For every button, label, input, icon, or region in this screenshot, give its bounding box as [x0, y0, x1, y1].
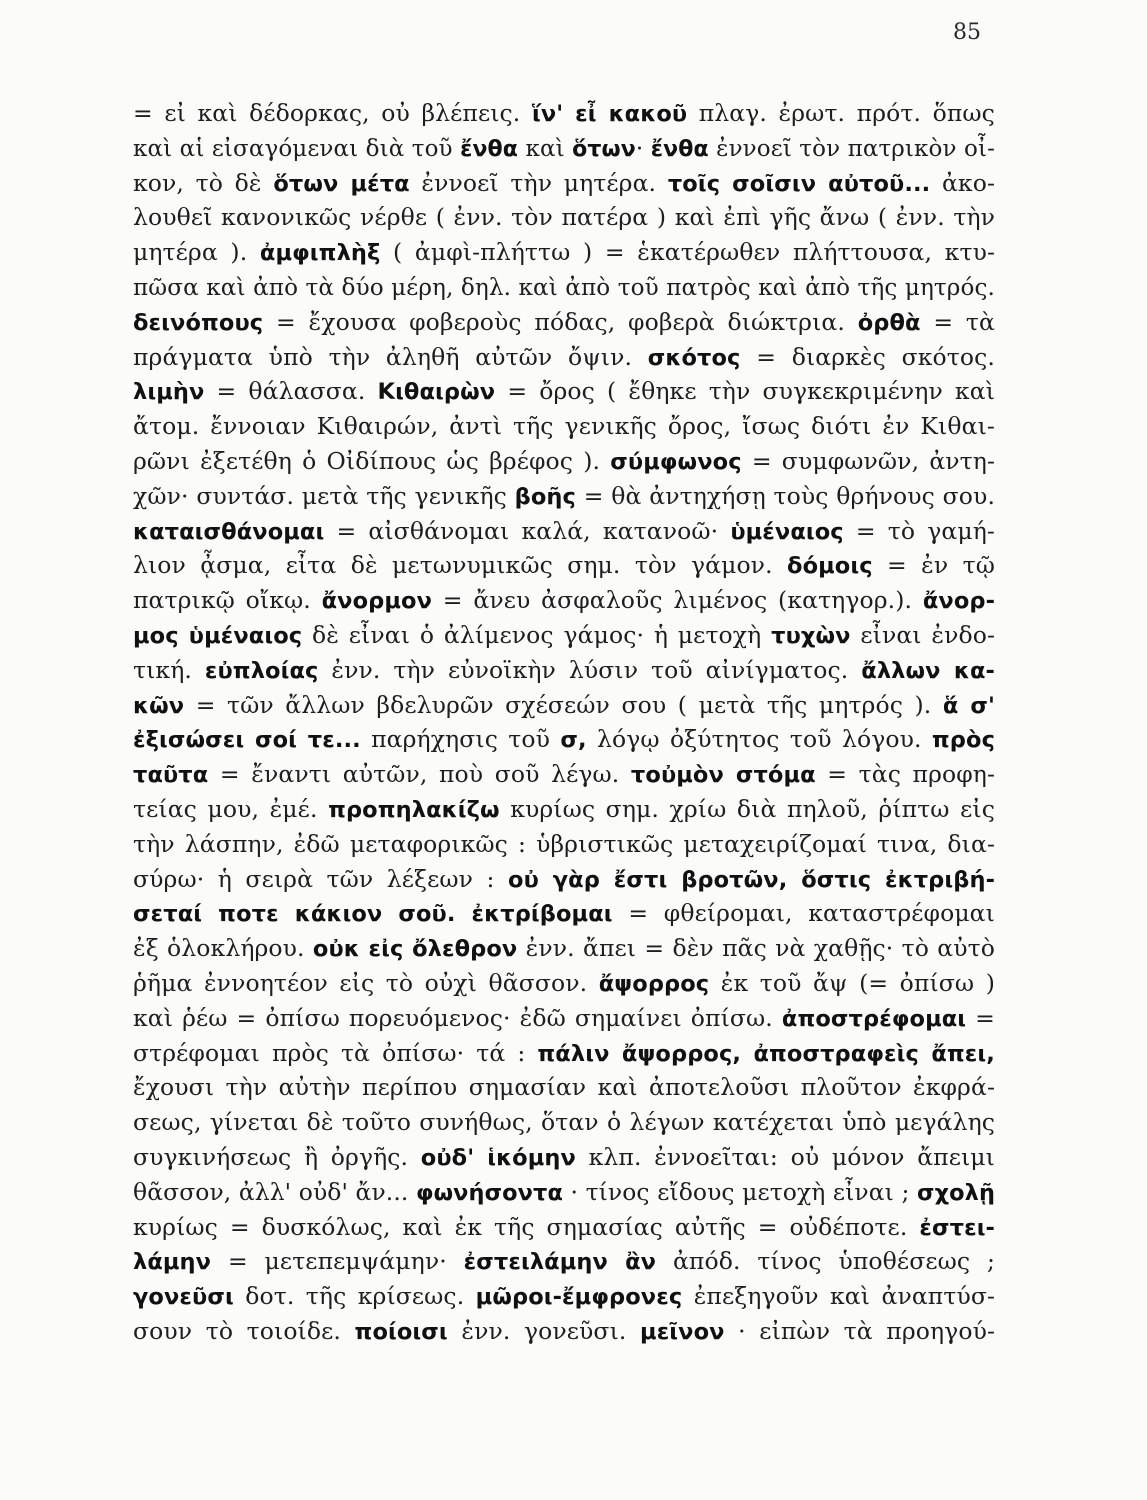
gloss-text: κυρίως σημ. χρίω διὰ πηλοῦ, ῥίπτω εἰς	[499, 794, 995, 823]
gloss-text: ἐννοεῖ τὸν πατρικὸν οἶ-	[708, 133, 995, 162]
text-line	[133, 514, 995, 549]
lemma-term: τυχὼν	[771, 622, 851, 649]
gloss-text: καὶ αἱ εἰσαγόμεναι διὰ τοῦ	[133, 133, 461, 162]
text-line	[133, 1175, 995, 1210]
gloss-text: τική.	[133, 655, 205, 684]
lemma-term: εὐπλοίας	[204, 657, 319, 684]
lemma-term: ἅ σ'	[942, 692, 995, 719]
gloss-text: θᾶσσον, ἀλλ' οὐδ' ἄν...	[133, 1177, 416, 1206]
text-line	[133, 166, 995, 201]
text-line	[133, 1140, 995, 1175]
gloss-text: καὶ ῥέω = ὀπίσω πορευόμενος· ἐδῶ σημαίνει ὀπίσω.	[133, 1003, 782, 1032]
lemma-term: μεῖνον	[640, 1318, 725, 1345]
lemma-term: τοὐμὸν στόμα	[630, 762, 816, 789]
text-line	[133, 1036, 995, 1071]
lemma-term: βοῆς	[514, 483, 576, 510]
lemma-term: ἄλλων κα-	[861, 657, 995, 684]
text-line	[133, 340, 995, 375]
lemma-term: μος ὑμέναιος	[133, 622, 303, 649]
gloss-text: χῶν· συντάσ. μετὰ τῆς γενικῆς	[133, 481, 515, 510]
gloss-text: τείας μου, ἐμέ.	[133, 794, 329, 823]
lemma-term: δεινόπους	[133, 309, 264, 336]
gloss-text: = θὰ ἀντηχήσῃ τοὺς θρήνους σου.	[576, 481, 995, 510]
text-line	[133, 305, 995, 340]
gloss-text: = διαρκὲς σκότος.	[740, 342, 995, 371]
commentary-text-block	[133, 96, 995, 1349]
gloss-text: =	[966, 1003, 995, 1032]
lemma-term: ἀποστρέφομαι	[781, 1005, 967, 1032]
lemma-term: σχολῇ	[917, 1179, 995, 1206]
gloss-text: ἐνν. γονεῦσι.	[447, 1316, 641, 1345]
gloss-text: παρήχησις τοῦ	[360, 725, 561, 754]
gloss-text: · τίνος εἴδους μετοχὴ εἶναι ;	[562, 1177, 918, 1206]
lemma-term: λιμὴν	[133, 379, 205, 406]
gloss-text: = φθείρομαι, καταστρέφομαι	[612, 899, 995, 928]
lemma-term: ἀμφιπλὴξ	[259, 240, 381, 267]
lemma-term: γονεῦσι	[133, 1284, 234, 1311]
text-line	[133, 1070, 995, 1105]
gloss-text: ἀκο-	[930, 168, 995, 197]
lemma-term: σ,	[560, 727, 587, 754]
gloss-text: = θάλασσα.	[204, 377, 378, 406]
lemma-term: ποίοισι	[354, 1318, 448, 1345]
text-line	[133, 374, 995, 409]
text-line	[133, 1279, 995, 1314]
lemma-term: ἐστει-	[919, 1214, 995, 1241]
gloss-text: εἶναι ἐνδο-	[850, 620, 995, 649]
gloss-text: ρῶνι ἐξετέθη ὁ Οἰδίπους ὡς βρέφος ).	[133, 446, 611, 475]
text-line	[133, 444, 995, 479]
lemma-term: ἔνθα	[650, 135, 709, 162]
text-line	[133, 548, 995, 583]
lemma-term: ἵν' εἶ κακοῦ	[531, 101, 688, 127]
text-line	[133, 1210, 995, 1245]
text-line	[133, 270, 995, 305]
text-line	[133, 409, 995, 444]
text-line	[133, 1314, 995, 1349]
gloss-text: δὲ εἶναι ὁ ἀλίμενος γάμος· ἡ μετοχὴ	[302, 620, 772, 649]
gloss-text: κλπ. ἐννοεῖται: οὐ μόνον ἄπειμι	[575, 1142, 995, 1171]
lemma-term: τοῖς σοῖσιν αὐτοῦ...	[667, 170, 931, 197]
gloss-text: κυρίως = δυσκόλως, καὶ ἐκ τῆς σημασίας αὐτῆς = οὐδέποτε.	[133, 1212, 920, 1241]
text-line	[133, 792, 995, 827]
lemma-term: πάλιν ἄψορρος, ἀποστραφεὶς ἄπει,	[537, 1040, 995, 1067]
gloss-text: = αἰσθάνομαι καλά, κατανοῶ·	[324, 516, 731, 545]
text-line	[133, 1244, 995, 1279]
text-line	[133, 688, 995, 723]
gloss-text: λιον ᾆσμα, εἶτα δὲ μετωνυμικῶς σημ. τὸν γάμον.	[133, 551, 788, 580]
lemma-term: σκότος	[647, 344, 741, 371]
gloss-text: καὶ	[518, 133, 573, 162]
lemma-term: ἄνορμον	[321, 588, 433, 615]
text-line	[133, 235, 995, 270]
text-line	[133, 618, 995, 653]
gloss-text: κον, τὸ δὲ	[133, 168, 274, 197]
lemma-term: δόμοις	[787, 553, 873, 580]
gloss-text: = τὸ γαμή-	[843, 516, 995, 545]
gloss-text: συγκινήσεως ἢ ὀργῆς.	[133, 1142, 421, 1171]
text-line	[133, 583, 995, 618]
gloss-text: = ὄρος ( ἔθηκε τὴν συγκεκριμένην καὶ	[495, 377, 995, 406]
gloss-text: ἄτομ. ἔννοιαν Κιθαιρών, ἀντὶ τῆς γενικῆς ὄρος, ἴσως διότι ἐν Κιθαι-	[133, 412, 995, 441]
gloss-text: ῥῆμα ἐννοητέον εἰς τὸ οὐχὶ θᾶσσον.	[133, 968, 599, 997]
gloss-text: = συμφωνῶν, ἀντη-	[741, 446, 995, 475]
lemma-term: σύμφωνος	[610, 448, 742, 475]
lemma-term: μῶροι-ἔμφρονες	[475, 1284, 683, 1311]
gloss-text: = ἐν τῷ	[872, 551, 995, 580]
gloss-text: δοτ. τῆς κρίσεως.	[233, 1282, 476, 1311]
gloss-text: λόγῳ ὀξύτητος τοῦ λόγου.	[586, 725, 932, 754]
lemma-term: ὅτων μέτα	[273, 170, 410, 197]
gloss-text: = ἔναντι αὐτῶν, ποὺ σοῦ λέγω.	[208, 760, 631, 789]
text-line	[133, 966, 995, 1001]
gloss-text: ἔχουσι τὴν αὐτὴν περίπου σημασίαν καὶ ἀποτελοῦσι πλοῦτον ἐκφρά-	[133, 1073, 995, 1102]
gloss-text: πλαγ. ἐρωτ. πρότ. ὅπως	[687, 99, 995, 127]
text-line	[133, 827, 995, 862]
lemma-term: οὐκ εἰς ὄλεθρον	[312, 936, 518, 963]
lemma-term: ἔνθα	[460, 135, 519, 162]
lemma-term: ἄνορ-	[922, 588, 995, 615]
lemma-term: ὑμέναιος	[730, 518, 844, 545]
gloss-text: ἐκ τοῦ ἄψ (= ὀπίσω )	[709, 968, 995, 997]
lemma-term: προπηλακίζω	[328, 796, 500, 823]
text-line	[133, 200, 995, 235]
gloss-text: λουθεῖ κανονικῶς νέρθε ( ἐνν. τὸν πατέρα ) καὶ ἐπὶ γῆς ἄνω ( ἐνν. τὴν	[133, 203, 995, 232]
text-line	[133, 96, 995, 131]
lemma-term: φωνήσοντα	[415, 1179, 563, 1206]
lemma-term: οὐδ' ἱκόμην	[420, 1144, 576, 1171]
lemma-term: κῶν	[133, 692, 185, 719]
lemma-term: ἄψορρος	[598, 970, 710, 997]
lemma-term: ἐστειλάμην ἂν	[463, 1249, 657, 1276]
gloss-text: · εἰπὼν τὰ προηγού-	[724, 1316, 995, 1345]
lemma-term: ὅτων	[572, 135, 636, 162]
lemma-term: καταισθάνομαι	[133, 518, 325, 545]
text-line	[133, 896, 995, 931]
text-line	[133, 757, 995, 792]
lemma-term: λάμην	[133, 1249, 212, 1276]
lemma-term: σεταί ποτε κάκιον σοῦ. ἐκτρίβομαι	[133, 901, 613, 928]
lemma-term: πρὸς	[931, 727, 995, 754]
text-line	[133, 1001, 995, 1036]
gloss-text: = μετεπεμψάμην·	[211, 1247, 464, 1276]
gloss-text: ·	[635, 133, 651, 162]
gloss-text: ἀπόδ. τίνος ὑποθέσεως ;	[656, 1247, 995, 1276]
gloss-text: σεως, γίνεται δὲ τοῦτο συνήθως, ὅταν ὁ λέγων κατέχεται ὑπὸ μεγάλης	[133, 1108, 995, 1137]
gloss-text: πράγματα ὑπὸ τὴν ἀληθῆ αὐτῶν ὄψιν.	[133, 342, 648, 371]
gloss-text: = τῶν ἄλλων βδελυρῶν σχέσεών σου ( μετὰ τῆς μητρός ).	[184, 690, 943, 719]
text-line	[133, 862, 995, 897]
gloss-text: = τὰς προφη-	[815, 760, 995, 789]
gloss-text: τὴν λάσπην, ἐδῶ μεταφορικῶς : ὑβριστικῶς μεταχειρίζομαί τινα, δια-	[133, 829, 995, 858]
text-line	[133, 653, 995, 688]
text-line	[133, 131, 995, 166]
gloss-text: ἐννοεῖ τὴν μητέρα.	[409, 168, 668, 197]
lemma-term: ὀρθὰ	[857, 309, 921, 336]
lemma-term: ἐξισώσει σοί τε...	[133, 727, 361, 754]
lemma-term: ταῦτα	[133, 762, 209, 789]
gloss-text: ( ἀμφὶ-πλήττω ) = ἑκατέρωθεν πλήττουσα, κτυ-	[380, 238, 995, 267]
gloss-text: μητέρα ).	[133, 238, 260, 267]
gloss-text: στρέφομαι πρὸς τὰ ὀπίσω· τά :	[133, 1038, 538, 1067]
gloss-text: ἐνν. ἄπει = δὲν πᾶς νὰ χαθῇς· τὸ αὐτὸ	[517, 934, 995, 963]
gloss-text: πατρικῷ οἴκῳ.	[133, 586, 322, 615]
gloss-text: σύρω· ἡ σειρὰ τῶν λέξεων :	[133, 864, 509, 893]
gloss-text: πῶσα καὶ ἀπὸ τὰ δύο μέρη, δηλ. καὶ ἀπὸ τοῦ πατρὸς καὶ ἀπὸ τῆς μητρός.	[133, 272, 995, 301]
lemma-term: οὐ γὰρ ἔστι βροτῶν, ὅστις ἐκτριβή-	[508, 866, 995, 893]
text-line	[133, 931, 995, 966]
text-line	[133, 722, 995, 757]
page-number: 85	[953, 20, 981, 45]
gloss-text: = τὰ	[920, 307, 995, 336]
gloss-text: ἐνν. τὴν εὐνοϊκὴν λύσιν τοῦ αἰνίγματος.	[318, 655, 862, 684]
text-line	[133, 479, 995, 514]
gloss-text: σουν τὸ τοιοίδε.	[133, 1316, 355, 1345]
text-line	[133, 1105, 995, 1140]
gloss-text: = ἄνευ ἀσφαλοῦς λιμένος (κατηγορ.).	[432, 586, 923, 615]
gloss-text: = ἔχουσα φοβεροὺς πόδας, φοβερὰ διώκτρια.	[263, 307, 858, 336]
gloss-text: ἐξ ὁλοκλήρου.	[133, 934, 313, 963]
gloss-text: = εἰ καὶ δέδορκας, οὐ βλέπεις.	[133, 99, 532, 127]
gloss-text: ἐπεξηγοῦν καὶ ἀναπτύσ-	[682, 1282, 995, 1311]
lemma-term: Κιθαιρὼν	[377, 379, 496, 406]
